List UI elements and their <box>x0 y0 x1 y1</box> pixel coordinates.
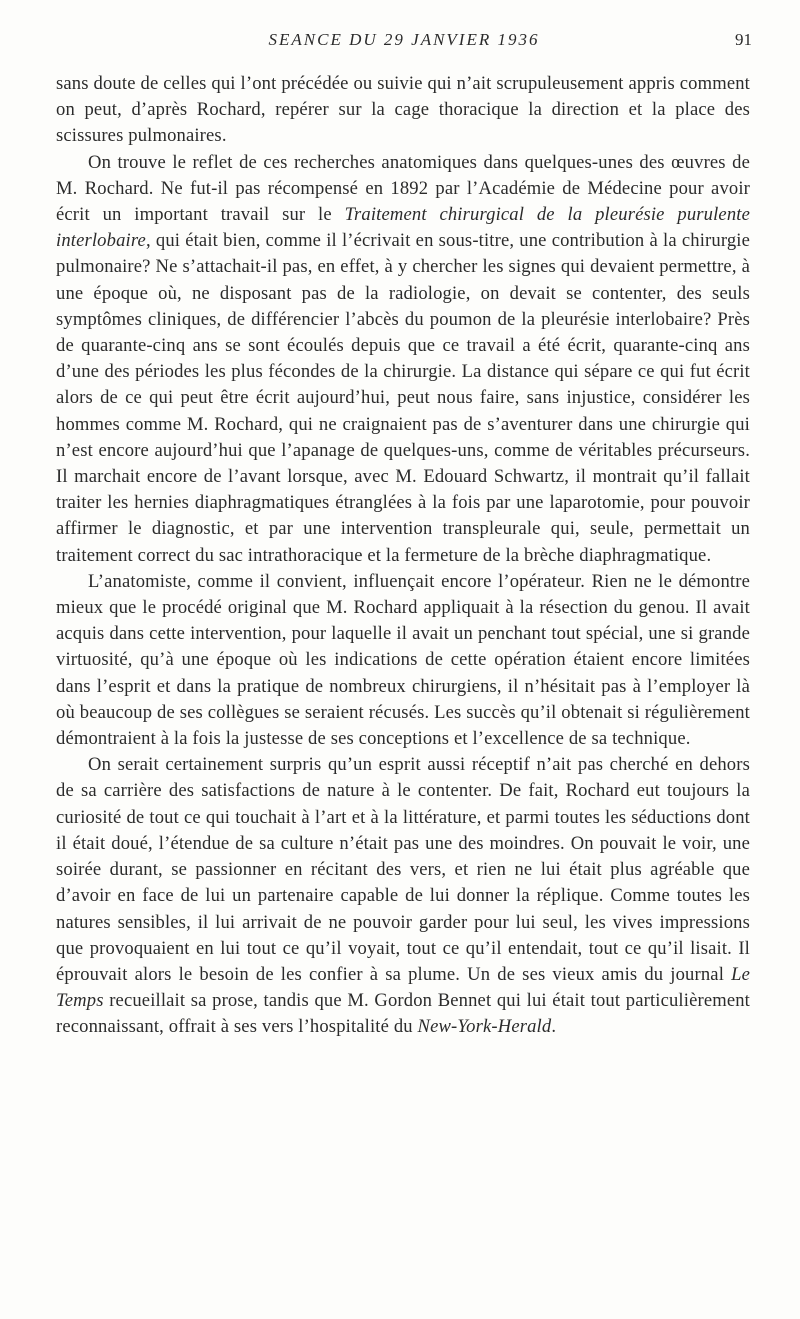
running-title: SEANCE DU 29 JANVIER 1936 <box>268 30 540 49</box>
paragraph-4-text-c: . <box>551 1016 557 1038</box>
paragraph-2-work-title: Traitement chirurgical de la pleurésie purulente interlobaire <box>56 204 750 252</box>
page-number: 91 <box>735 30 752 49</box>
paragraph-4 <box>56 752 750 1040</box>
paragraph-4-text-a: On serait certainement surpris qu’un esprit aussi réceptif n’ait pas cherché en dehors de sa carrière des satisfactions de nature à le contenter. De fait, Rochard eut toujours la curiosité de tout ce qui touchait à l’art et à la littérature, et parmi toutes les séductions dont il était doué, l’étendue de sa culture n’était pas une des moindres. On pouvait le voir, une soirée durant, se passionner en récitant des vers, et rien ne lui était plus agréable que d’avoir en face de lui un partenaire capable de lui donner la réplique. Comme toutes les natures sensibles, il lui arrivait de ne pouvoir garder pour lui seul, les vives impressions que provoquaient en lui tout ce qu’il voyait, tout ce qu’il entendait, tout ce qu’il lisait. Il éprouvait alors le besoin de les confier à sa plume. Un de ses vieux amis du journal <box>56 754 750 985</box>
body-text <box>56 71 750 1041</box>
paragraph-2-text-b: , qui était bien, comme il l’écrivait en sous-titre, une contribution à la chirurgie pulmonaire? Ne s’attachait-il pas, en effet, à y chercher les signes qui devaient permettre, à une époque où, ne disposant pas de la radiologie, on devait se contenter, des seuls symptômes cliniques, de différencier l’abcès du poumon de la pleurésie interlobaire? Près de quarante-cinq ans se sont écoulés depuis que ce travail a été écrit, quarante-cinq ans d’une des périodes les plus fécondes de la chirurgie. La distance qui sépare ce qui fut écrit alors de ce qui peut être écrit aujourd’hui, peut nous faire, sans injustice, considérer les hommes comme M. Rochard, qui ne craignaient pas de s’aventurer dans une chirurgie qui n’est encore aujourd’hui que l’apanage de quelques-uns, comme de véritables précurseurs. Il marchait encore de l’avant lorsque, avec M. Edouard Schwartz, il montrait qu’il fallait traiter les hernies diaphragmatiques étranglées à la fois par une laparotomie, pour pouvoir affirmer le diagnostic, et par une intervention transpleurale qui, seule, permettait un traitement correct du sac intrathoracique et la fermeture de la brèche diaphragmatique. <box>56 230 750 566</box>
paragraph-2 <box>56 150 750 569</box>
paragraph-3: L’anatomiste, comme il convient, influençait encore l’opérateur. Rien ne le démontre mieux que le procédé original que M. Rochard appliquait à la résection du genou. Il avait acquis dans cette intervention, pour laquelle il avait un penchant tout spécial, une si grande virtuosité, qu’à une époque où les indications de cette opération étaient encore limitées dans l’esprit et dans la pratique de nombreux chirurgiens, il n’hésitait pas à l’employer là où beaucoup de ses collègues se seraient récusés. Les succès qu’il obtenait si régulièrement démontraient à la fois la justesse de ses conceptions et l’excellence de sa technique. <box>56 570 750 750</box>
paragraph-4-text-b: recueillait sa prose, tandis que M. Gordon Bennet qui lui était tout particulièrement reconnaissant, offrait à ses vers l’hospitalité du <box>56 990 750 1038</box>
paragraph-4-journal-2: New-York-Herald <box>417 1016 552 1038</box>
paragraph-4-journal-1: Le Temps <box>56 963 750 1012</box>
running-header <box>56 30 752 56</box>
paragraph-2-text-a: On trouve le reflet de ces recherches anatomiques dans quelques-unes des œuvres de M. Rochard. Ne fut-il pas récompensé en 1892 par l’Académie de Médecine pour avoir écrit un important travail sur le <box>56 151 750 226</box>
paragraph-1: sans doute de celles qui l’ont précédée ou suivie qui n’ait scrupuleusement appris comment on peut, d’après Rochard, repérer sur la cage thoracique la direction et la place des scissures pulmonaires. <box>56 73 750 147</box>
